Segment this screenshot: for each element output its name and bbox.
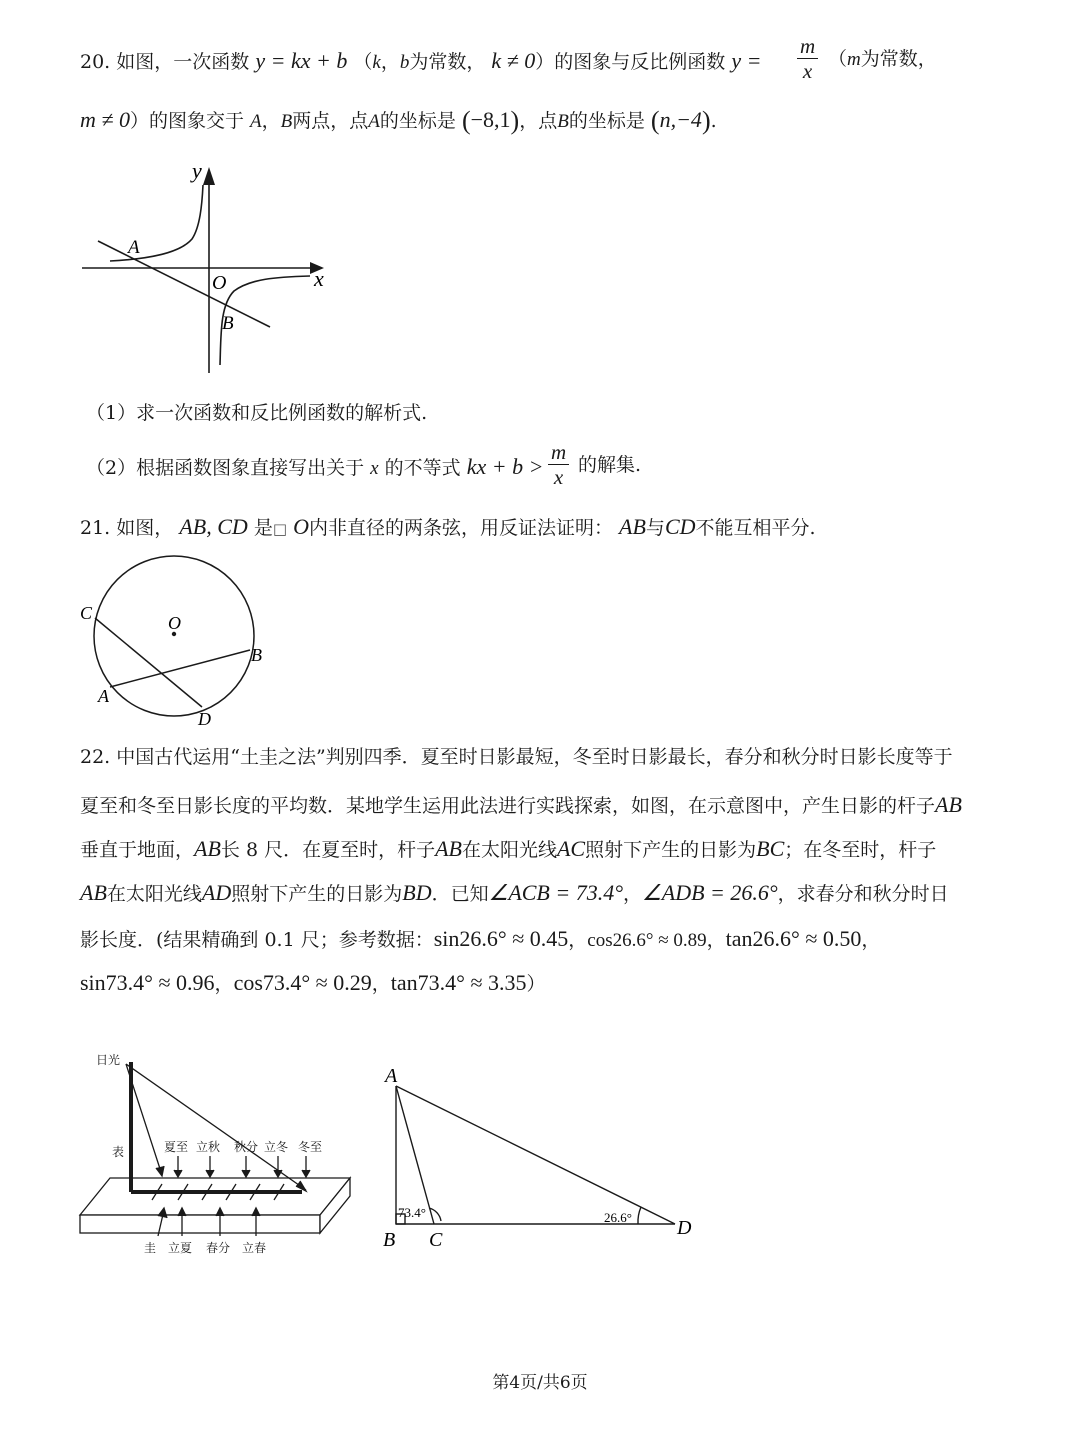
q20-line-1: 20. 如图，一次函数 y = kx + b （k，b为常数， k ≠ 0）的图象与反比例函数 y = (80, 48, 762, 73)
angle-c-label: 73.4° (398, 1205, 426, 1220)
svg-text:夏至: 夏至 (164, 1140, 189, 1154)
tri-label-b: B (383, 1229, 396, 1251)
inequality-fraction: $\frac{m}{x}$ (548, 440, 569, 489)
label-b: B (251, 645, 262, 665)
q20-line-2: m ≠ 0）的图象交于 A，B两点，点A的坐标是 (−8,1)，点B的坐标是 (n,−4). (80, 106, 717, 135)
tri-label-d: D (677, 1217, 692, 1239)
q21-circle-figure (70, 552, 290, 732)
label-o: O (168, 613, 181, 633)
tri-label-a: A (385, 1065, 398, 1087)
y-axis-label: y (192, 158, 202, 183)
q21-number: 21. (80, 517, 111, 539)
point-a-label: A (128, 237, 140, 258)
q20-number: 20. (80, 51, 111, 73)
linear-function: y = kx + b (255, 48, 348, 73)
svg-text:立春: 立春 (242, 1241, 267, 1255)
svg-text:立冬: 立冬 (264, 1140, 289, 1154)
page-footer: 第4页/共6页 (492, 1373, 588, 1393)
angle-d-label: 26.6° (604, 1210, 632, 1225)
tri-label-c: C (429, 1229, 443, 1251)
q22-line-5: 影长度．(结果精确到 0.1 尺；参考数据：sin26.6° ≈ 0.45，cos26.6° ≈ 0.89，tan26.6° ≈ 0.50， (80, 926, 881, 951)
q21-statement: 21. 如图， AB, CD 是□ O内非直径的两条弦，用反证法证明： AB与CD不能互相平分. (80, 514, 816, 539)
q22-line-1: 22. 中国古代运用“土圭之法”判别四季．夏至时日影最短，冬至时日影最长，春分和秋分时日影长度等于 (80, 746, 953, 768)
q22-line-2: 夏至和冬至日影长度的平均数．某地学生运用此法进行实践探索，如图，在示意图中，产生日影的杆子AB (80, 792, 962, 817)
coord-a: −8,1 (470, 107, 511, 132)
label-d: D (198, 709, 211, 729)
label-gui: 圭 (144, 1241, 157, 1255)
q20-function-graph (70, 155, 340, 380)
q22-line-4: AB在太阳光线AD照射下产生的日影为BD．已知∠ACB = 73.4°，∠ADB = 26.6°，求春分和秋分时日 (80, 880, 949, 905)
q20-part-1: （1）求一次函数和反比例函数的解析式. (86, 402, 428, 424)
svg-text:立秋: 立秋 (196, 1140, 221, 1154)
q20-line-1-end: （m为常数， (828, 48, 937, 70)
label-pole: 表 (112, 1145, 125, 1159)
label-sunlight: 日光 (96, 1053, 121, 1067)
label-c: C (80, 603, 93, 623)
svg-text:秋分: 秋分 (234, 1140, 259, 1154)
triangle-figure (375, 1058, 715, 1258)
origin-label: O (212, 272, 227, 294)
svg-text:立夏: 立夏 (168, 1241, 193, 1255)
q22-line-6: sin73.4° ≈ 0.96，cos73.4° ≈ 0.29，tan73.4° ≈ 3.35） (80, 970, 546, 995)
q20-part-2: （2）根据函数图象直接写出关于 x 的不等式 kx + b > (86, 454, 544, 479)
svg-text:春分: 春分 (206, 1241, 231, 1255)
label-a: A (98, 686, 109, 706)
coord-b: n,−4 (659, 107, 702, 132)
x-axis-label: x (314, 266, 324, 291)
point-b-label: B (222, 313, 234, 334)
inverse-function-fraction: $\frac{m}{x}$ (797, 34, 818, 83)
q22-line-3: 垂直于地面，AB长 8 尺．在夏至时，杆子AB在太阳光线AC照射下产生的日影为BC；在冬至时，杆子 (80, 836, 937, 861)
svg-text:冬至: 冬至 (298, 1140, 323, 1154)
gnomon-schematic (70, 1050, 370, 1260)
